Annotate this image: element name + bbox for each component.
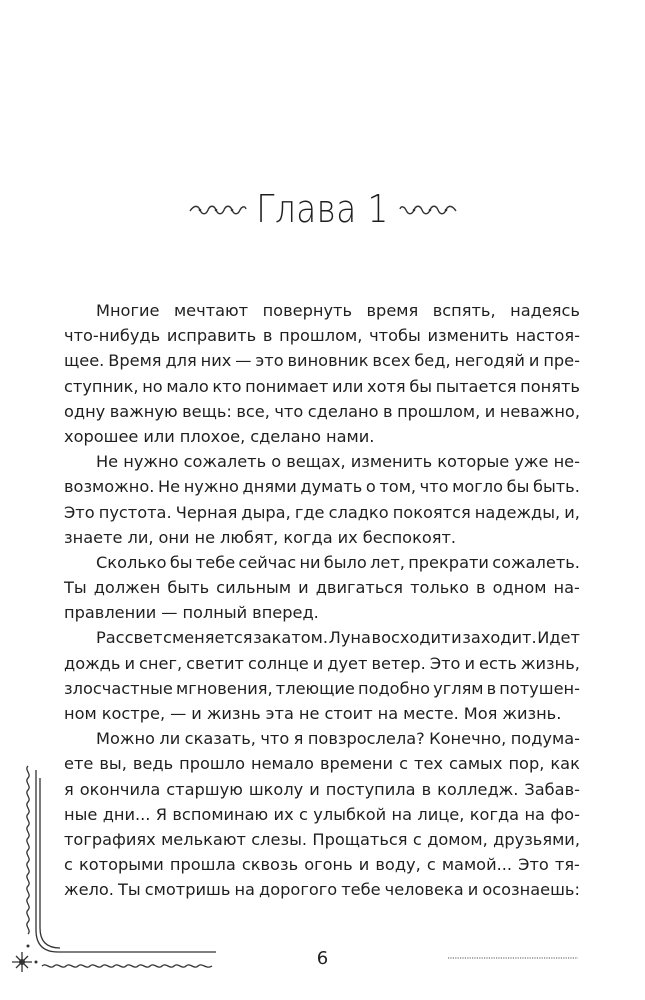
text-line: Это пустота. Черная дыра, где сладко покоятся надежды, и, — [64, 502, 580, 522]
chapter-heading — [0, 180, 645, 240]
text-line: ные дни... Я вспоминаю их с улыбкой на лице, когда на фо- — [64, 804, 580, 824]
text-line: ном костре, — и жизнь эта не стоит на месте. Моя жизнь. — [64, 704, 562, 723]
text-line: тографиях мелькают слезы. Прощаться с домом, друзьями, — [64, 829, 580, 849]
text-line: возможно. Не нужно днями думать о том, что могло бы быть. — [64, 477, 580, 497]
text-line: Сколько бы тебе сейчас ни было лет, прекрати сожалеть. — [96, 552, 580, 572]
text-line: Ты должен быть сильным и двигаться только в одном на- — [64, 578, 580, 598]
text-line: Рассвет сменяется закатом. Луна восходит и заходит. Идет — [96, 628, 580, 648]
text-line: щее. Время для них — это виновник всех бед, негодяй и пре- — [64, 351, 580, 371]
text-line: что-нибудь исправить в прошлом, чтобы изменить настоя- — [64, 326, 580, 346]
text-line: знаете ли, они не любят, когда их беспокоят. — [64, 527, 457, 547]
text-line: с которыми прошла сквозь огонь и воду, с мамой... Это тя- — [64, 855, 580, 875]
text-line: злосчастные мгновения, тлеющие подобно углям в потушен- — [64, 678, 580, 698]
page-number: 6 — [316, 948, 329, 969]
text-line: Можно ли сказать, что я повзрослела? Конечно, подума- — [96, 729, 580, 749]
text-line: дождь и снег, светит солнце и дует ветер. Это и есть жизнь, — [64, 653, 580, 673]
chapter-title: Глава 1 — [256, 187, 389, 231]
text-line: Многие мечтают повернуть время вспять, надеясь — [96, 301, 580, 320]
text-line: одну важную вещь: все, что сделано в прошлом, и неважно, — [64, 401, 580, 421]
text-line: хорошее или плохое, сделано нами. — [64, 426, 375, 446]
text-line: жело. Ты смотришь на дорогого тебе человека и осознаешь: — [64, 880, 580, 900]
text-line: Не нужно сожалеть о вещах, изменить которые уже не- — [96, 452, 580, 472]
vine-border-ornament-icon — [6, 760, 246, 980]
text-line: ступник, но мало кто понимает или хотя бы пытается понять — [64, 376, 580, 396]
scroll-flourish-right-icon — [398, 202, 458, 218]
text-line: ете вы, ведь прошло немало времени с тех самых пор, как — [64, 754, 580, 774]
footer-divider — [448, 956, 578, 960]
text-line: я окончила старшую школу и поступила в колледж. Забав- — [64, 779, 580, 799]
text-line: правлении — полный вперед. — [64, 603, 319, 623]
